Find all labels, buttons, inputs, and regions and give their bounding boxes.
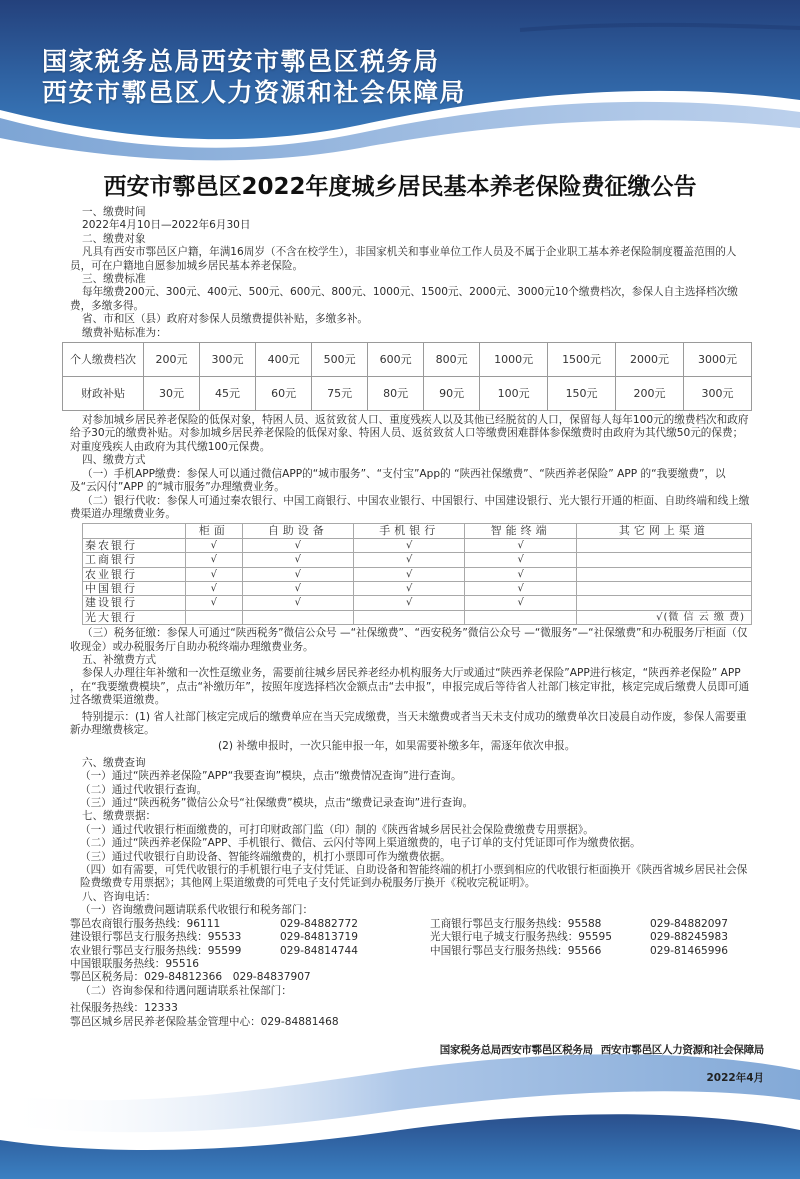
table-row <box>63 377 752 411</box>
table-header-row <box>83 524 752 538</box>
subsidy-table <box>62 342 752 411</box>
phone-number: 029-84813719 <box>280 931 358 944</box>
pension-center-phone: 鄠邑区城乡居民养老保险基金管理中心：029-84881468 <box>70 1015 339 1028</box>
paragraph: （二）银行代收：参保人可通过秦农银行、中国工商银行、中国农业银行、中国银行、中国建设银行、光大银行开通的柜面、自助终端和线上缴费渠道办理缴费业务。 <box>70 494 750 520</box>
paragraph: （一）手机APP缴费：参保人可以通过微信APP的“城市服务”、“支付宝”App的 “陕西社保缴费”、“陕西养老保险” APP 的“我要缴费”，以及“云闪付”APP 的“城市服务”办理缴费业务。 <box>70 467 726 494</box>
paragraph: 缴费补贴标准为： <box>82 326 167 339</box>
table-cell: 1000元 <box>480 343 548 377</box>
check-cell: √ <box>354 596 465 610</box>
list-item: （一）通过“陕西养老保险”APP“我要查询”模块，点击“缴费情况查询”进行查询。 <box>80 770 462 783</box>
check-cell: √ <box>354 553 465 567</box>
list-item: （一）通过代收银行柜面缴费的，可打印财政部门监（印）制的《陕西省城乡居民社会保险费缴费专用票据》。 <box>80 823 594 836</box>
paragraph: 省、市和区（县）政府对参保人员缴费提供补贴，多缴多补。 <box>82 313 369 326</box>
list-item: （三）通过代收银行自助设备、智能终端缴费的，机打小票即可作为缴费依据。 <box>80 850 451 863</box>
table-cell: 80元 <box>368 377 424 411</box>
hotline-label: 工商银行鄠邑支行服务热线：95588 <box>430 917 602 930</box>
check-cell <box>465 610 576 624</box>
check-cell: √ <box>354 581 465 595</box>
section-heading: 八、咨询电话： <box>82 890 157 903</box>
check-cell: √ <box>242 553 353 567</box>
phone-number: 029-84814744 <box>280 944 358 957</box>
table-cell: 100元 <box>480 377 548 411</box>
table-cell: 45元 <box>200 377 256 411</box>
list-item: （三）通过“陕西税务”微信公众号“社保缴费”模块，点击“缴费记录查询”进行查询。 <box>80 797 474 810</box>
bank-name: 建设银行 <box>83 596 186 610</box>
header-cell <box>83 524 186 538</box>
hotline-label: 建设银行鄠邑支行服务热线：95533 <box>70 931 242 944</box>
table-cell: 200元 <box>616 377 684 411</box>
check-cell: √ <box>242 567 353 581</box>
table-row <box>63 343 752 377</box>
row-label: 财政补贴 <box>63 377 144 411</box>
issue-date: 2022年4月 <box>706 1072 764 1084</box>
check-cell: √ <box>465 567 576 581</box>
phone-number: 029-84882772 <box>280 917 358 930</box>
check-cell: √ <box>186 567 243 581</box>
table-cell: 150元 <box>548 377 616 411</box>
check-cell: √ <box>242 596 353 610</box>
org-name-hr-bureau: 西安市鄠邑区人力资源和社会保障局 <box>42 78 467 107</box>
hotline-label: 鄠邑农商银行服务热线：96111 <box>70 917 221 930</box>
check-cell: √ <box>242 581 353 595</box>
header-cell: 智能终端 <box>465 524 576 538</box>
phone-number: 029-81465996 <box>650 944 728 957</box>
check-cell <box>576 553 751 567</box>
document-body <box>70 206 750 1029</box>
check-cell <box>186 610 243 624</box>
check-cell <box>576 538 751 552</box>
check-cell <box>576 596 751 610</box>
table-cell: 200元 <box>144 343 200 377</box>
table-cell: 75元 <box>312 377 368 411</box>
section-heading: 一、缴费时间 <box>82 206 146 218</box>
bank-name: 农业银行 <box>83 567 186 581</box>
paragraph: 对参加城乡居民养老保险的低保对象，特困人员、返贫致贫人口、重度残疾人以及其他已经脱贫的人口，保留每人每年100元的缴费档次和政府给予30元的缴费补贴。对参加城乡居民养老保险的低保对象、特困人员、返贫致贫人口等缴费困难群体参保缴费时由政府为其代缴50元的保费；对重度残疾人由政府为其代缴100元保费。 <box>70 414 749 453</box>
section-heading: 五、补缴费方式 <box>82 653 157 666</box>
list-item: （四）如有需要，可凭代收银行的手机银行电子支付凭证、自助设备和智能终端的机打小票到相应的代收银行柜面换开《陕西省城乡居民社会保险费缴费专用票据》；其他网上渠道缴费的可凭电子支付凭证到办税服务厅换开《税收完税证明》。 <box>80 864 748 890</box>
signer-hr-bureau: 西安市鄠邑区人力资源和社会保障局 <box>600 1044 764 1056</box>
table-cell: 500元 <box>312 343 368 377</box>
table-row <box>83 596 752 610</box>
subsection-heading: （二）咨询参保和待遇问题请联系社保部门： <box>80 984 292 997</box>
section-heading: 二、缴费对象 <box>82 232 146 245</box>
phone-number: 029-84882097 <box>650 917 728 930</box>
table-cell: 400元 <box>256 343 312 377</box>
paragraph: 每年缴费200元、300元、400元、500元、600元、800元、1000元、1500元、2000元、3000元10个缴费档次，参保人自主选择档次缴费，多缴多得。 <box>70 286 738 312</box>
phone-number: 029-88245983 <box>650 931 728 944</box>
table-cell: 30元 <box>144 377 200 411</box>
check-cell: √ <box>465 581 576 595</box>
section-heading: 七、缴费票据： <box>82 810 157 823</box>
bank-name: 工商银行 <box>83 553 186 567</box>
table-cell: 90元 <box>424 377 480 411</box>
check-cell: √ <box>354 567 465 581</box>
header-cell: 手机银行 <box>354 524 465 538</box>
subsection-heading: （一）咨询缴费问题请联系代收银行和税务部门： <box>80 904 314 917</box>
bank-name: 中国银行 <box>83 581 186 595</box>
check-cell: √ <box>186 553 243 567</box>
table-cell: 800元 <box>424 343 480 377</box>
unionpay-hotline: 中国银联服务热线：95516 <box>70 957 200 970</box>
hotline-label: 光大银行电子城支行服务热线：95595 <box>430 931 613 944</box>
check-cell: √ <box>465 553 576 567</box>
check-cell <box>354 610 465 624</box>
check-cell: √ <box>186 538 243 552</box>
special-notice-2: (2) 补缴申报时，一次只能申报一年，如果需要补缴多年，需逐年依次申报。 <box>218 740 576 753</box>
table-row <box>83 610 752 624</box>
special-notice: 特别提示：(1) 省人社部门核定完成后的缴费单应在当天完成缴费，当天未缴费或者当天未支付成功的缴费单次日凌晨自动作废，参保人需要重新办理缴费核定。 <box>70 710 747 736</box>
org-name-tax-bureau: 国家税务总局西安市鄠邑区税务局 <box>42 47 440 76</box>
header-cell: 自助设备 <box>242 524 353 538</box>
check-cell: √ <box>465 538 576 552</box>
paragraph: （三）税务征缴：参保人可通过“陕西税务”微信公众号 —“社保缴费”、“西安税务”微信公众号 —“微服务”—“社保缴费”和办税服务厅柜面（仅收现金）或办税服务厅自助办税终端办理缴费业务。 <box>70 627 748 653</box>
contact-row <box>70 918 750 931</box>
signer-tax-bureau: 国家税务总局西安市鄠邑区税务局 <box>439 1044 593 1056</box>
tax-bureau-phones: 鄠邑区税务局：029-84812366 029-84837907 <box>70 971 311 984</box>
paragraph: 参保人办理往年补缴和一次性趸缴业务，需要前往城乡居民养老经办机构服务大厅或通过“陕西养老保险”APP进行核定，“陕西养老保险” APP ，在“我要缴费模块”，点击“补缴历年”，按照年度选择档次金额点击“去申报”，申报完成后等待省人社部门核定审批，核定完成后缴费人员即可通过各缴费渠道缴费。 <box>70 667 750 707</box>
table-cell: 300元 <box>200 343 256 377</box>
check-cell: √ <box>186 596 243 610</box>
check-cell: √ <box>354 538 465 552</box>
section-heading: 六、缴费查询 <box>82 756 146 769</box>
row-label: 个人缴费档次 <box>63 343 144 377</box>
table-cell: 300元 <box>683 377 751 411</box>
section-heading: 四、缴费方式 <box>82 454 146 467</box>
social-security-hotline: 社保服务热线：12333 <box>70 1002 178 1015</box>
table-cell: 1500元 <box>548 343 616 377</box>
document-title: 西安市鄠邑区2022年度城乡居民基本养老保险费征缴公告 <box>103 174 697 200</box>
contact-row <box>70 945 750 958</box>
bank-name: 秦农银行 <box>83 538 186 552</box>
check-cell: √ <box>465 596 576 610</box>
hotline-label: 中国银行鄠邑支行服务热线：95566 <box>430 944 602 957</box>
table-cell: 600元 <box>368 343 424 377</box>
check-cell <box>242 610 353 624</box>
check-cell: √ <box>242 538 353 552</box>
table-cell: 60元 <box>256 377 312 411</box>
table-cell: 2000元 <box>616 343 684 377</box>
table-cell: 3000元 <box>683 343 751 377</box>
table-row <box>83 553 752 567</box>
list-item: （二）通过代收银行查询。 <box>80 783 208 796</box>
check-cell <box>576 567 751 581</box>
table-row <box>83 581 752 595</box>
contact-row <box>70 931 750 944</box>
check-cell: √ <box>186 581 243 595</box>
check-cell: √(微 信 云 缴 费) <box>576 610 751 624</box>
payment-period: 2022年4月10日—2022年6月30日 <box>82 219 251 232</box>
bank-channel-table <box>82 523 752 625</box>
table-row <box>83 538 752 552</box>
check-cell <box>576 581 751 595</box>
bank-name: 光大银行 <box>83 610 186 624</box>
header-cell: 柜面 <box>186 524 243 538</box>
paragraph: 凡具有西安市鄠邑区户籍，年满16周岁（不含在校学生），非国家机关和事业单位工作人员及不属于企业职工基本养老保险制度覆盖范围的人员，可在户籍地自愿参加城乡居民基本养老保险。 <box>70 246 737 272</box>
signature-line <box>440 1042 764 1057</box>
header-cell: 其它网上渠道 <box>576 524 751 538</box>
hotline-label: 农业银行鄠邑支行服务热线：95599 <box>70 944 242 957</box>
table-row <box>83 567 752 581</box>
list-item: （二）通过“陕西养老保险”APP、手机银行、微信、云闪付等网上渠道缴费的，电子订单的支付凭证即可作为缴费依据。 <box>80 837 641 850</box>
section-heading: 三、缴费标准 <box>82 273 146 286</box>
